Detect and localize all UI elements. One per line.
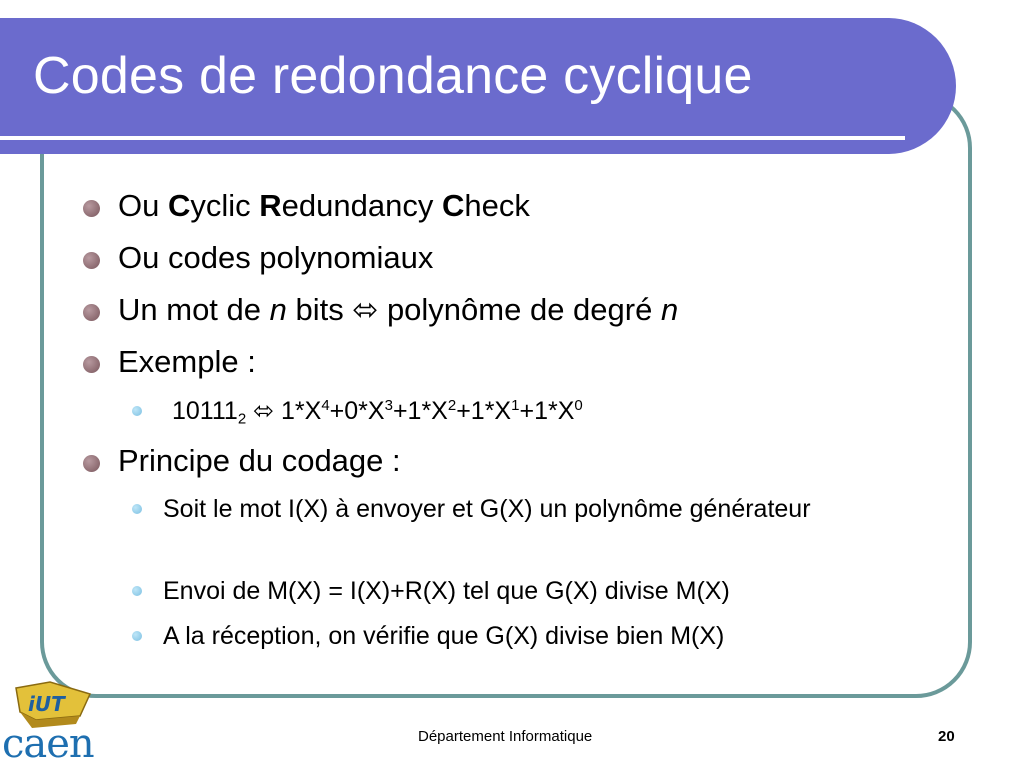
bullet-1: Ou Cyclic Redundancy Check	[118, 188, 530, 223]
page-number: 20	[938, 728, 955, 745]
logo-caen-text: caen	[2, 721, 94, 767]
bullet-5-1: Soit le mot I(X) à envoyer et G(X) un polynôme générateur	[163, 495, 811, 523]
bullet-5-1-icon	[132, 504, 142, 514]
bullet-5-icon	[83, 455, 100, 472]
bullet-4-1: $10111_2$ ⬄ $1*X^4+0*X^3+1*X^2+1*X^1+1*X^0$	[172, 397, 583, 428]
bullet-5-3-icon	[132, 631, 142, 641]
bullet-4-1-icon	[132, 406, 142, 416]
bullet-1-icon	[83, 200, 100, 217]
title-underline	[0, 136, 905, 140]
logo-iut-text: iUT	[28, 692, 65, 716]
bullet-5-3: A la réception, on vérifie que G(X) divise bien M(X)	[163, 622, 725, 650]
bullet-5-2: Envoi de M(X) = I(X)+R(X) tel que G(X) divise M(X)	[163, 577, 730, 605]
equivalence-arrow-icon: ⬄	[253, 397, 275, 425]
bullet-4-icon	[83, 356, 100, 373]
bullet-2: Ou codes polynomiaux	[118, 240, 434, 275]
bullet-2-icon	[83, 252, 100, 269]
bullet-5-2-icon	[132, 586, 142, 596]
bullet-4: Exemple :	[118, 344, 256, 379]
footer-department: Département Informatique	[418, 728, 593, 745]
equivalence-arrow-icon: ⬄	[352, 292, 379, 327]
slide-title: Codes de redondance cyclique	[33, 47, 753, 105]
bullet-5: Principe du codage :	[118, 443, 401, 478]
bullet-3: Un mot de n bits ⬄ polynôme de degré n	[118, 292, 679, 327]
bullet-3-icon	[83, 304, 100, 321]
